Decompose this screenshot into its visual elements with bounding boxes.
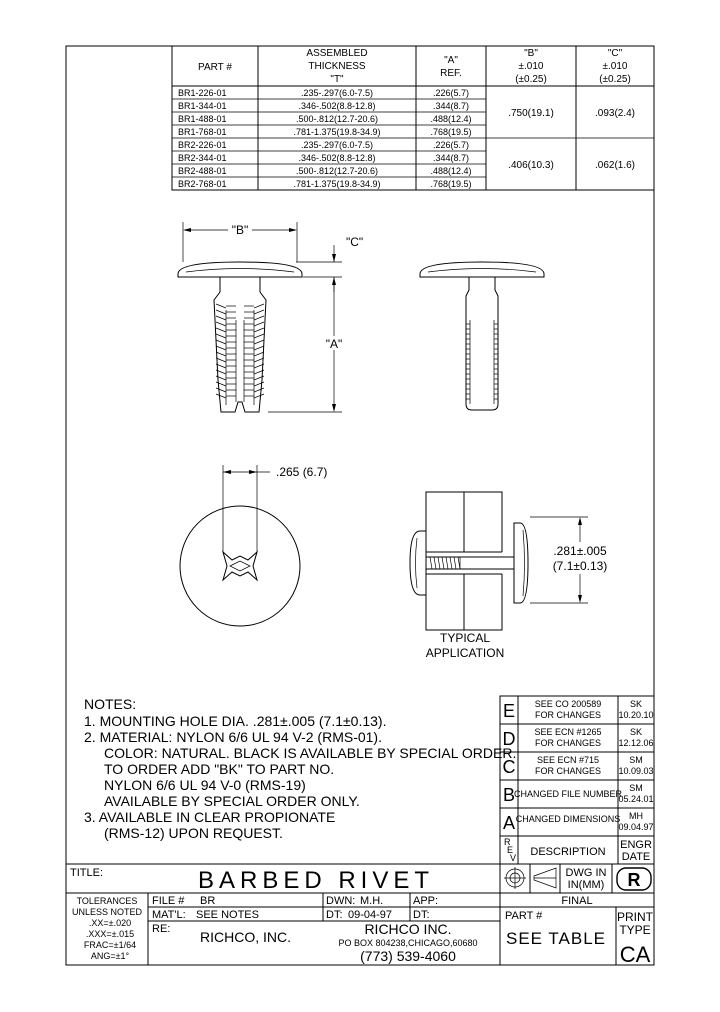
rev-letter: A bbox=[502, 813, 516, 833]
dt2-label: DT: bbox=[413, 909, 430, 921]
dim-slot-label: .265 (6.7) bbox=[276, 465, 328, 479]
rev-init: SM bbox=[629, 755, 643, 765]
rev-desc: FOR CHANGES bbox=[534, 766, 602, 776]
tolerance-line: UNLESS NOTED bbox=[71, 907, 143, 917]
header-b-1: "B" bbox=[524, 48, 538, 59]
barb-line bbox=[216, 340, 226, 344]
header-c-2: ±.010 bbox=[602, 61, 628, 72]
barb-line bbox=[216, 316, 226, 320]
header-c-3: (±0.25) bbox=[599, 74, 631, 85]
rev-desc: CHANGED DIMENSIONS bbox=[515, 814, 621, 824]
dimension-c bbox=[296, 235, 363, 292]
dwg-in-label: DWG IN bbox=[565, 867, 607, 879]
part-label: PART # bbox=[505, 910, 543, 922]
barb-line bbox=[216, 394, 226, 398]
rev-header-v: V bbox=[510, 853, 517, 863]
barb-line bbox=[254, 340, 264, 344]
note-line: COLOR: NATURAL. BLACK IS AVAILABLE BY SPECIAL ORDER. bbox=[104, 745, 517, 761]
header-c-1: "C" bbox=[607, 48, 623, 59]
rev-letter: C bbox=[502, 757, 516, 777]
row-a: .488(12.4) bbox=[430, 114, 472, 124]
print-type-label: TYPE bbox=[619, 923, 651, 937]
group-1-b: .750(19.1) bbox=[508, 108, 554, 119]
part-table bbox=[172, 46, 654, 190]
dim-hole-1: .281±.005 bbox=[553, 544, 607, 558]
dwg-in-units: IN(MM) bbox=[567, 879, 605, 891]
richco-logo bbox=[617, 868, 651, 890]
rev-init: SM bbox=[629, 783, 643, 793]
barb-line bbox=[216, 304, 226, 308]
row-part: BR1-488-01 bbox=[178, 114, 227, 124]
file-label: FILE # bbox=[152, 895, 185, 907]
revision-block bbox=[500, 696, 654, 864]
note-line: (RMS-12) UPON REQUEST. bbox=[104, 825, 283, 841]
company-phone: (773) 539-4060 bbox=[360, 948, 456, 964]
row-a: .488(12.4) bbox=[430, 166, 472, 176]
barb-line bbox=[216, 346, 226, 350]
group-1-c: .093(2.4) bbox=[594, 108, 636, 119]
row-a: .768(19.5) bbox=[430, 179, 472, 189]
note-line: 2. MATERIAL: NYLON 6/6 UL 94 V-2 (RMS-01). bbox=[84, 729, 382, 745]
row-a: .226(5.7) bbox=[432, 140, 470, 150]
row-thickness: .500-.812(12.7-20.6) bbox=[295, 114, 379, 124]
header-part: PART # bbox=[198, 62, 232, 73]
barb-line bbox=[254, 304, 264, 308]
dt-label: DT: bbox=[326, 909, 343, 921]
row-part: BR1-226-01 bbox=[178, 88, 227, 98]
rev-header-e: E bbox=[507, 845, 514, 855]
barb-line bbox=[254, 388, 264, 392]
rev-letter: B bbox=[502, 785, 516, 805]
title-block bbox=[66, 864, 654, 967]
tolerance-line: ANG=±1° bbox=[90, 951, 130, 961]
re-label: RE: bbox=[152, 923, 171, 935]
notes-heading: NOTES: bbox=[84, 696, 137, 712]
rev-desc: FOR CHANGES bbox=[534, 710, 602, 720]
header-thickness-2: THICKNESS bbox=[308, 61, 366, 72]
row-thickness: .781-1.375(19.8-34.9) bbox=[293, 127, 381, 137]
svg-text:R: R bbox=[627, 870, 641, 890]
header-thickness-1: ASSEMBLED bbox=[306, 48, 368, 59]
rev-desc: FOR CHANGES bbox=[534, 738, 602, 748]
note-line: TO ORDER ADD "BK" TO PART NO. bbox=[104, 761, 335, 777]
notes bbox=[84, 696, 516, 841]
row-a: .768(19.5) bbox=[430, 127, 472, 137]
barb-line bbox=[216, 310, 226, 314]
rev-header-r: R bbox=[504, 837, 511, 847]
dimension-a bbox=[268, 280, 346, 412]
group-2-c: .062(1.6) bbox=[594, 160, 636, 171]
rev-date: 09.04.97 bbox=[618, 822, 654, 832]
dim-hole-2: (7.1±0.13) bbox=[552, 559, 608, 573]
re-value: RICHCO, INC. bbox=[200, 929, 291, 945]
rev-header-description: DESCRIPTION bbox=[530, 846, 606, 858]
barb-line bbox=[216, 382, 226, 386]
note-line: NYLON 6/6 UL 94 V-0 (RMS-19) bbox=[104, 777, 306, 793]
rev-date: 05.24.01 bbox=[618, 794, 654, 804]
row-part: BR2-226-01 bbox=[178, 140, 227, 150]
print-type-value: CA bbox=[619, 942, 651, 967]
tolerance-line: TOLERANCES bbox=[76, 896, 138, 906]
row-a: .226(5.7) bbox=[432, 88, 470, 98]
row-part: BR1-344-01 bbox=[178, 101, 227, 111]
dt-value: 09-04-97 bbox=[348, 909, 393, 921]
row-thickness: .500-.812(12.7-20.6) bbox=[295, 166, 379, 176]
row-a: .344(8.7) bbox=[432, 101, 470, 111]
barb-line bbox=[254, 310, 264, 314]
matl-label: MAT'L: bbox=[152, 909, 186, 921]
part-value: SEE TABLE bbox=[505, 929, 607, 948]
row-a: .344(8.7) bbox=[432, 153, 470, 163]
barb-line bbox=[254, 316, 264, 320]
tolerance-line: FRAC=±1/64 bbox=[83, 940, 137, 950]
application-label-1: TYPICAL bbox=[439, 631, 491, 645]
title-label: TITLE: bbox=[70, 867, 104, 879]
barb-line bbox=[216, 322, 226, 326]
rivet-bottom-view bbox=[180, 465, 327, 626]
note-line: 1. MOUNTING HOLE DIA. .281±.005 (7.1±0.13). bbox=[84, 713, 387, 729]
row-thickness: .781-1.375(19.8-34.9) bbox=[293, 179, 381, 189]
barb-line bbox=[254, 394, 264, 398]
header-a-1: "A" bbox=[444, 55, 458, 66]
rev-desc: SEE ECN #715 bbox=[536, 755, 600, 765]
row-thickness: .235-.297(6.0-7.5) bbox=[300, 140, 374, 150]
dim-b-label: "B" bbox=[231, 223, 249, 237]
row-thickness: .346-.502(8.8-12.8) bbox=[298, 101, 376, 111]
header-b-3: (±0.25) bbox=[515, 74, 547, 85]
row-part: BR2-488-01 bbox=[178, 166, 227, 176]
note-line: AVAILABLE BY SPECIAL ORDER ONLY. bbox=[104, 793, 360, 809]
application-label-2: APPLICATION bbox=[425, 646, 505, 660]
typical-application bbox=[410, 492, 614, 660]
rev-header-date: DATE bbox=[621, 851, 651, 863]
dim-c-label: "C" bbox=[346, 235, 364, 249]
rev-header-engr: ENGR bbox=[620, 839, 652, 851]
row-thickness: .346-.502(8.8-12.8) bbox=[298, 153, 376, 163]
barb-line bbox=[254, 382, 264, 386]
row-part: BR1-768-01 bbox=[178, 127, 227, 137]
barb-line bbox=[254, 334, 264, 338]
matl-value: SEE NOTES bbox=[196, 909, 259, 921]
company-address: PO BOX 804238,CHICAGO,60680 bbox=[338, 938, 478, 948]
dim-a-label: "A" bbox=[325, 337, 343, 351]
barb-line bbox=[216, 388, 226, 392]
rev-desc: SEE CO 200589 bbox=[534, 699, 602, 709]
rev-init: SK bbox=[629, 727, 643, 737]
barb-line bbox=[254, 346, 264, 350]
note-line: 3. AVAILABLE IN CLEAR PROPIONATE bbox=[84, 809, 336, 825]
rev-letter: E bbox=[502, 701, 516, 721]
barb-line bbox=[216, 334, 226, 338]
dwn-label: DWN: bbox=[326, 895, 356, 907]
row-thickness: .235-.297(6.0-7.5) bbox=[300, 88, 374, 98]
company-name: RICHCO INC. bbox=[364, 921, 452, 937]
dwn-value: M.H. bbox=[360, 895, 384, 907]
rev-init: SK bbox=[629, 699, 643, 709]
drawing-title: BARBED RIVET bbox=[197, 867, 435, 894]
rev-desc: SEE ECN #1265 bbox=[534, 727, 602, 737]
rev-desc: CHANGED FILE NUMBER bbox=[513, 789, 623, 799]
header-a-2: REF. bbox=[440, 68, 462, 79]
dimension-b bbox=[183, 222, 297, 262]
barb-line bbox=[216, 352, 226, 356]
rev-date: 10.20.10 bbox=[618, 710, 654, 720]
rivet-side-view bbox=[178, 262, 302, 412]
tolerance-line: .XX=±.020 bbox=[88, 918, 132, 928]
header-thickness-3: "T" bbox=[330, 74, 344, 85]
barb-line bbox=[254, 352, 264, 356]
tolerance-line: .XXX=±.015 bbox=[85, 929, 135, 939]
file-value: BR bbox=[200, 895, 216, 907]
app-label: APP: bbox=[413, 895, 439, 907]
rev-date: 12.12.06 bbox=[618, 738, 654, 748]
row-part: BR2-344-01 bbox=[178, 153, 227, 163]
header-b-2: ±.010 bbox=[518, 61, 544, 72]
group-2-b: .406(10.3) bbox=[508, 160, 554, 171]
row-part: BR2-768-01 bbox=[178, 179, 227, 189]
drawing-status: FINAL bbox=[561, 895, 593, 907]
rivet-front-view bbox=[420, 262, 544, 410]
rev-init: MH bbox=[629, 811, 643, 821]
barb-line bbox=[216, 328, 226, 332]
barb-line bbox=[254, 322, 264, 326]
print-type-label: PRINT bbox=[617, 910, 653, 924]
rev-letter: D bbox=[502, 729, 516, 749]
rev-date: 10.09.03 bbox=[618, 766, 654, 776]
barb-line bbox=[254, 328, 264, 332]
